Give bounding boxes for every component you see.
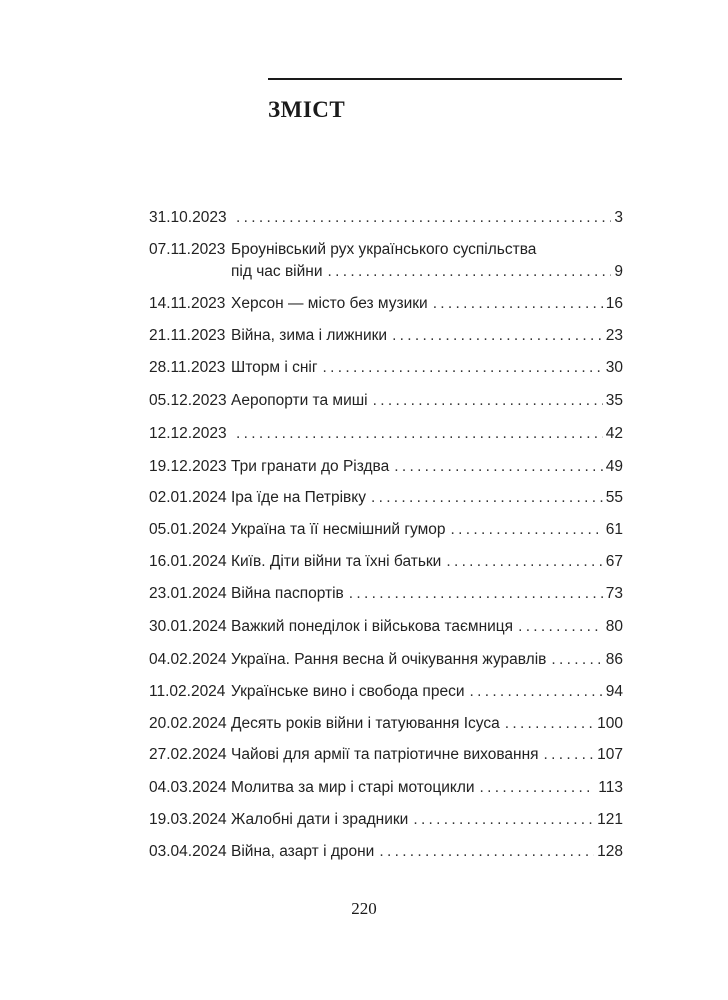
page-number: 220 <box>351 899 377 918</box>
toc-entry-page: 61 <box>605 521 623 538</box>
toc-entry-date: 02.01.2024 <box>149 489 227 506</box>
dot-leader <box>236 424 603 444</box>
toc-entry-title: Київ. Діти війни та їхні батьки <box>231 553 442 570</box>
toc-entry-date: 21.11.2023 <box>149 327 226 344</box>
toc-entry-page: 3 <box>614 209 623 226</box>
toc-entry-date: 27.02.2024 <box>149 746 227 763</box>
toc-entry-page: 121 <box>597 811 623 828</box>
toc-entry-title: Українське вино і свобода преси <box>231 683 465 700</box>
toc-entry-page: 55 <box>605 489 623 506</box>
dot-leader <box>451 520 603 540</box>
toc-entry-date: 16.01.2024 <box>149 553 227 570</box>
dot-leader <box>394 457 603 477</box>
toc-entry-title-continued: під час війни <box>231 263 323 280</box>
toc-entry-title: Важкий понеділок і військова таємниця <box>231 618 514 635</box>
toc-entry-title: Молитва за мир і старі мотоцикли <box>231 779 475 796</box>
toc-entry-date: 03.04.2024 <box>149 843 227 860</box>
toc-entry-title: Шторм і сніг <box>231 359 318 376</box>
toc-entry-date: 04.02.2024 <box>149 651 227 668</box>
toc-entry-title: Війна паспортів <box>231 585 344 602</box>
toc-entry-page: 67 <box>605 553 623 570</box>
toc-entry-title: Броунівський рух українського суспільства <box>231 241 537 258</box>
dot-leader <box>328 262 612 282</box>
toc-entry-page: 30 <box>605 359 623 376</box>
toc-entry-title: Аеропорти та миші <box>231 392 368 409</box>
toc-entry-title: Жалобні дати і зрадники <box>231 811 409 828</box>
toc-entry-date: 20.02.2024 <box>149 715 227 732</box>
toc-entry-page: 16 <box>605 295 623 312</box>
toc-entry-title: Херсон — місто без музики <box>231 295 428 312</box>
toc-entry-title: Іра їде на Петрівку <box>231 489 366 506</box>
dot-leader <box>551 650 602 670</box>
toc-entry-date: 30.01.2024 <box>149 618 227 635</box>
heading-rule <box>268 78 622 80</box>
toc-entry-date: 31.10.2023 <box>149 209 227 226</box>
toc-entry-page: 9 <box>614 263 623 280</box>
toc-entry-title: Україна та її несмішний гумор <box>231 521 446 538</box>
toc-entry-title: Війна, зима і лижники <box>231 327 388 344</box>
dot-leader <box>373 391 603 411</box>
toc-entry-date: 04.03.2024 <box>149 779 227 796</box>
toc-entry-page: 100 <box>597 715 623 732</box>
toc-entry-date: 14.11.2023 <box>149 295 226 312</box>
toc-entry-page: 49 <box>605 458 623 475</box>
toc-entry-date: 12.12.2023 <box>149 425 227 442</box>
toc-entry-date: 05.01.2024 <box>149 521 227 538</box>
dot-leader <box>544 745 595 765</box>
toc-entry-page: 86 <box>605 651 623 668</box>
toc-entry-title: Війна, азарт і дрони <box>231 843 375 860</box>
toc-entry-title: Чайові для армії та патріотичне виховання <box>231 746 539 763</box>
toc-entry-page: 113 <box>598 779 623 796</box>
dot-leader <box>323 358 603 378</box>
toc-entry-title: Три гранати до Різдва <box>231 458 390 475</box>
dot-leader <box>433 294 603 314</box>
toc-entry-page: 107 <box>597 746 623 763</box>
toc-entry-page: 35 <box>605 392 623 409</box>
toc-entry-page: 42 <box>605 425 623 442</box>
toc-entry-date: 19.03.2024 <box>149 811 227 828</box>
toc-entry-date: 19.12.2023 <box>149 458 227 475</box>
toc-entry-date: 23.01.2024 <box>149 585 227 602</box>
toc-entry-page: 128 <box>597 843 623 860</box>
dot-leader <box>480 778 596 798</box>
dot-leader <box>349 584 603 604</box>
dot-leader <box>413 810 594 830</box>
toc-entry-page: 80 <box>605 618 623 635</box>
dot-leader <box>371 488 603 508</box>
dot-leader <box>236 208 611 228</box>
toc-entry-date: 07.11.2023 <box>149 241 226 258</box>
page-heading: ЗМІСТ <box>268 97 346 122</box>
dot-leader <box>446 552 602 572</box>
toc-entry-date: 28.11.2023 <box>149 359 226 376</box>
toc-entry-title: Десять років війни і татуювання Ісуса <box>231 715 500 732</box>
toc-entry-date: 11.02.2024 <box>149 683 226 700</box>
toc-entry-title: Україна. Рання весна й очікування журавлів <box>231 651 547 668</box>
dot-leader <box>518 617 603 637</box>
dot-leader <box>505 714 594 734</box>
toc-entry-page: 73 <box>605 585 623 602</box>
dot-leader <box>392 326 603 346</box>
dot-leader <box>379 842 594 862</box>
toc-entry-page: 94 <box>605 683 623 700</box>
dot-leader <box>469 682 602 702</box>
toc-entry-page: 23 <box>605 327 623 344</box>
toc-entry-date: 05.12.2023 <box>149 392 227 409</box>
